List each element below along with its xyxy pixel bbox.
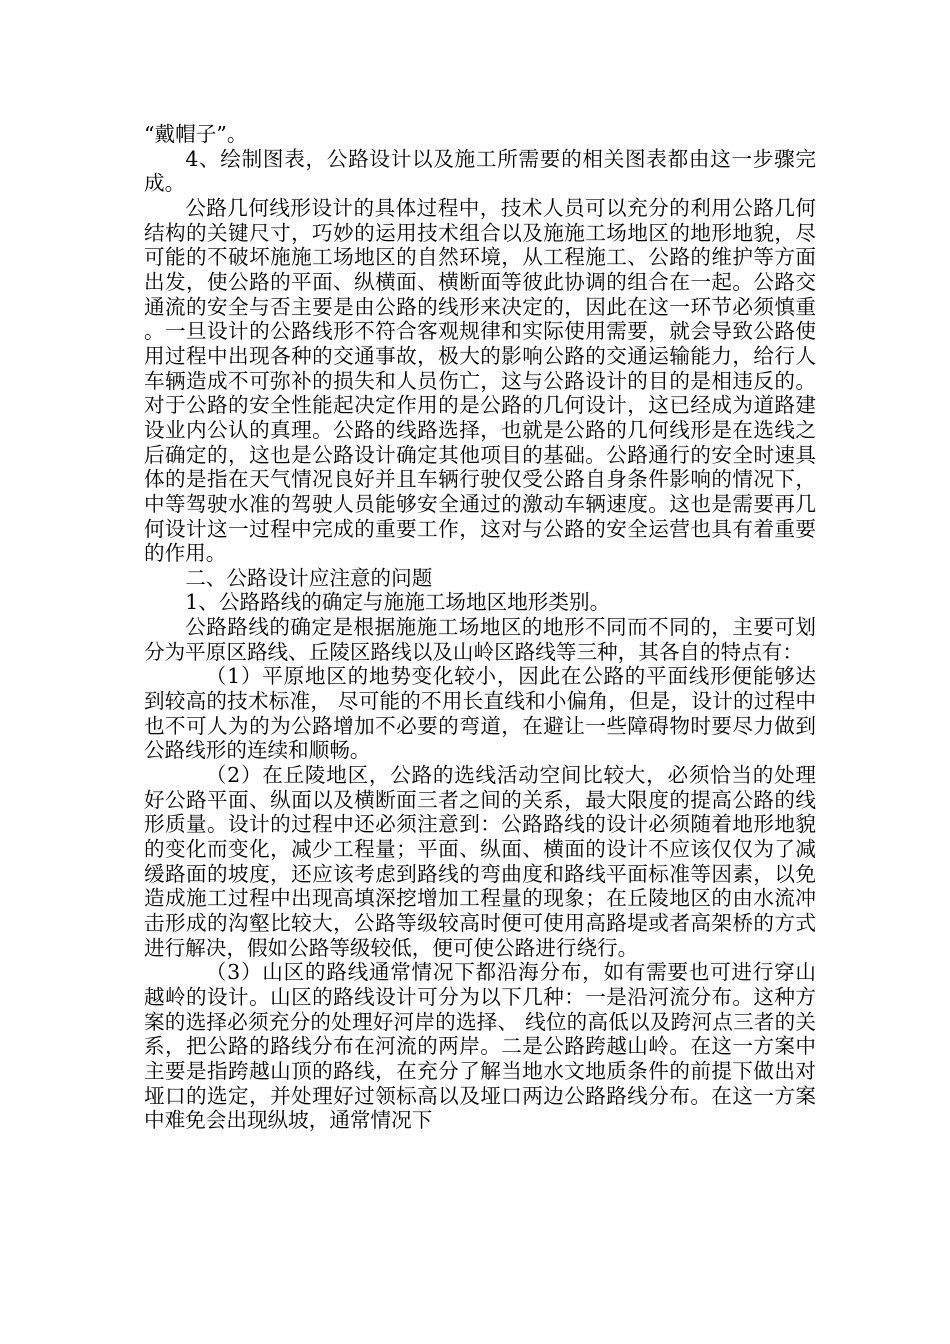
paragraph-step-4: 4、绘制图表，公路设计以及施工所需要的相关图表都由这一步骤完成。 — [144, 146, 816, 196]
subheading-1: 1、公路路线的确定与施施工场地区地形类别。 — [185, 590, 611, 615]
paragraph-continuation: “戴帽子”。 — [144, 122, 248, 146]
paragraph-route-terrain: 公路路线的确定是根据施施工场地区的地形不同而不同的，主要可划分为平原区路线、丘陵区路线以及山岭区路线等三种，其各自的特点有： — [144, 615, 816, 664]
list-item-plain-area: （1）平原地区的地势变化较小，因此在公路的平面线形便能够达到较高的技术标准， 尽可能的不用长直线和小偏角，但是，设计的过程中也不可人为的为公路增加不必要的弯道，在避让一些障碍物时要尽力做到公路线形的连续和顺畅。 — [144, 664, 816, 763]
paragraph-geometric-design: 公路几何线形设计的具体过程中，技术人员可以充分的利用公路几何结构的关键尺寸，巧妙的运用技术组合以及施施工场地区的地形地貌，尽可能的不破坏施施工场地区的自然环境，从工程施工、公路的维护等方面出发，使公路的平面、纵横面、横断面等彼此协调的组合在一起。公路交通流的安全与否主要是由公路的线形来决定的，因此在这一环节必须慎重。一旦设计的公路线形不符合客观规律和实际使用需要，就会导致公路使用过程中出现各种的交通事故，极大的影响公路的交通运输能力，给行人车辆造成不可弥补的损失和人员伤亡，这与公路设计的目的是相违反的。对于公路的安全性能起决定作用的是公路的几何设计，这已经成为道路建设业内公认的真理。公路的线路选择，也就是公路的几何线形是在选线之后确定的，这也是公路设计确定其他项目的基础。公路通行的安全时速具体的是指在天气情况良好并且车辆行驶仅受公路自身条件影响的情况下，中等驾驶水准的驾驶人员能够安全通过的激动车辆速度。这也是需要再几何设计这一过程中完成的重要工作，这对与公路的安全运营也具有着重要的作用。 — [144, 195, 816, 566]
document-page — [144, 122, 816, 1133]
list-item-mountain-area: （3）山区的路线通常情况下都沿海分布，如有需要也可进行穿山越岭的设计。山区的路线设计可分为以下几种：一是沿河流分布。这种方案的选择必须充分的处理好河岸的选择、 线位的高低以及跨河点三者的关系，把公路的路线分布在河流的两岸。二是公路跨越山岭。在这一方案中主要是指跨越山顶的路线，在充分了解当地水文地质条件的前提下做出对垭口的选定，并处理好过领标高以及垭口两边公路路线分布。在这一方案中难免会出现纵坡，通常情况下 — [144, 960, 816, 1133]
section-heading-2: 二、公路设计应注意的问题 — [185, 565, 433, 590]
list-item-hilly-area: （2）在丘陵地区，公路的选线活动空间比较大，必须恰当的处理好公路平面、纵面以及横断面三者之间的关系，最大限度的提高公路的线形质量。设计的过程中还必须注意到：公路路线的设计必须随着地形地貌的变化而变化，减少工程量；平面、纵面、横面的设计不应该仅仅为了减缓路面的坡度，还应该考虑到路线的弯曲度和路线平面标准等因素，以免造成施工过程中出现高填深挖增加工程量的现象；在丘陵地区的由水流冲击形成的沟壑比较大，公路等级较高时便可使用高路堤或者高架桥的方式进行解决，假如公路等级较低，便可使公路进行绕行。 — [144, 763, 816, 960]
